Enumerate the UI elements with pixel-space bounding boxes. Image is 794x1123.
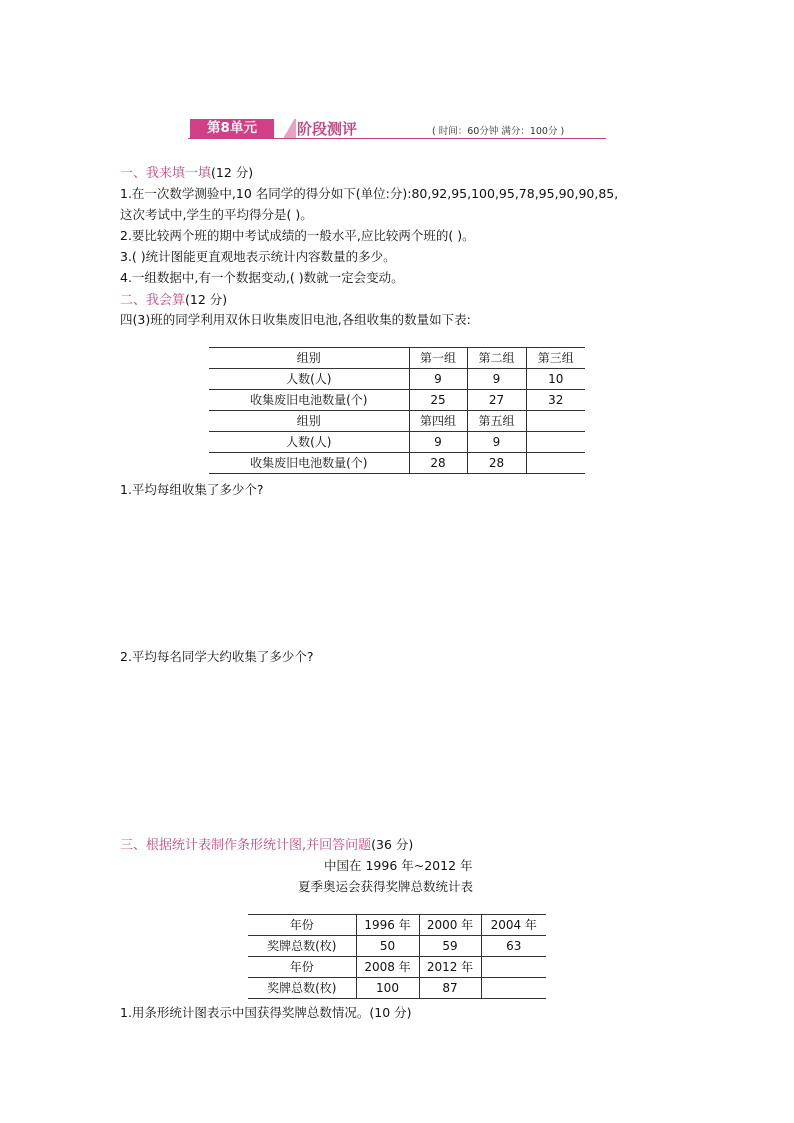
table-cell: 奖牌总数(枚) <box>248 978 356 999</box>
section2-heading <box>120 289 227 308</box>
table-cell: 9 <box>409 432 467 453</box>
table-cell: 100 <box>356 978 419 999</box>
table-cell: 28 <box>409 453 467 474</box>
s1-q2: 2.要比较两个班的期中考试成绩的一般水平,应比较两个班的( )。 <box>120 228 475 243</box>
table-cell: 2000 年 <box>419 915 481 936</box>
table-cell: 87 <box>419 978 481 999</box>
table-cell: 第二组 <box>467 348 526 369</box>
section1-title: 一、我来填一填 <box>120 166 212 181</box>
table-cell <box>481 957 546 978</box>
unit-badge: 第8单元 <box>190 119 274 138</box>
section1-heading <box>120 162 253 181</box>
table-cell: 人数(人) <box>209 369 409 390</box>
section1-score: (12 分) <box>211 165 254 180</box>
table-row <box>248 915 546 936</box>
table-cell: 年份 <box>248 915 356 936</box>
table-cell: 收集废旧电池数量(个) <box>209 453 409 474</box>
table-cell <box>481 978 546 999</box>
table-row <box>209 411 585 432</box>
exam-info: ( 时间：60分钟 满分：100分 ) <box>432 126 565 137</box>
section3-heading <box>120 834 413 853</box>
table-row <box>209 348 585 369</box>
s1-q1-line2: 这次考试中,学生的平均得分是( )。 <box>120 207 313 222</box>
table-cell: 10 <box>526 369 585 390</box>
page-title: 阶段测评 <box>297 120 358 138</box>
table-cell: 9 <box>467 369 526 390</box>
table-cell: 25 <box>409 390 467 411</box>
table-cell: 32 <box>526 390 585 411</box>
table-cell: 第三组 <box>526 348 585 369</box>
section3-score: (36 分) <box>371 837 414 852</box>
table-cell: 组别 <box>209 411 409 432</box>
table-cell: 1996 年 <box>356 915 419 936</box>
table-cell <box>526 432 585 453</box>
table-cell: 第五组 <box>467 411 526 432</box>
table-cell: 2008 年 <box>356 957 419 978</box>
section2-title: 二、我会算 <box>120 293 186 308</box>
s3-table-title-line2: 夏季奥运会获得奖牌总数统计表 <box>298 879 474 894</box>
s1-q4: 4.一组数据中,有一个数据变动,( )数就一定会变动。 <box>120 270 404 285</box>
table-cell: 2012 年 <box>419 957 481 978</box>
badge-gap <box>274 119 284 138</box>
table-cell: 组别 <box>209 348 409 369</box>
medal-table <box>248 914 546 999</box>
section3-title: 三、根据统计表制作条形统计图,并回答问题 <box>120 838 372 853</box>
table-cell: 人数(人) <box>209 432 409 453</box>
s3-q1: 1.用条形统计图表示中国获得奖牌总数情况。(10 分) <box>120 1005 412 1020</box>
table-cell: 奖牌总数(枚) <box>248 936 356 957</box>
table-cell: 63 <box>481 936 546 957</box>
table-row <box>209 369 585 390</box>
table-row <box>209 453 585 474</box>
table-cell: 28 <box>467 453 526 474</box>
s2-q2: 2.平均每名同学大约收集了多少个? <box>120 649 314 664</box>
section2-score: (12 分) <box>185 292 228 307</box>
table-row <box>248 936 546 957</box>
table-row <box>248 978 546 999</box>
table-cell: 59 <box>419 936 481 957</box>
table-cell <box>526 453 585 474</box>
table-cell: 27 <box>467 390 526 411</box>
badge-slash-decoration <box>284 119 296 138</box>
table-row <box>209 390 585 411</box>
table-row <box>209 432 585 453</box>
table-row <box>248 957 546 978</box>
table-cell: 50 <box>356 936 419 957</box>
table-cell: 收集废旧电池数量(个) <box>209 390 409 411</box>
s1-q3: 3.( )统计图能更直观地表示统计内容数量的多少。 <box>120 249 396 264</box>
s2-q1: 1.平均每组收集了多少个? <box>120 482 264 497</box>
table-cell: 9 <box>467 432 526 453</box>
s1-q1-line1: 1.在一次数学测验中,10 名同学的得分如下(单位:分):80,92,95,100,95,78,95,90,90,85, <box>120 186 619 201</box>
table-cell: 9 <box>409 369 467 390</box>
s2-intro: 四(3)班的同学利用双休日收集废旧电池,各组收集的数量如下表: <box>120 312 471 327</box>
table-cell <box>526 411 585 432</box>
table-cell: 年份 <box>248 957 356 978</box>
header-rule <box>188 138 606 139</box>
table-cell: 2004 年 <box>481 915 546 936</box>
table-cell: 第四组 <box>409 411 467 432</box>
battery-table <box>209 347 585 474</box>
s3-table-title-line1: 中国在 1996 年~2012 年 <box>324 858 473 873</box>
table-cell: 第一组 <box>409 348 467 369</box>
